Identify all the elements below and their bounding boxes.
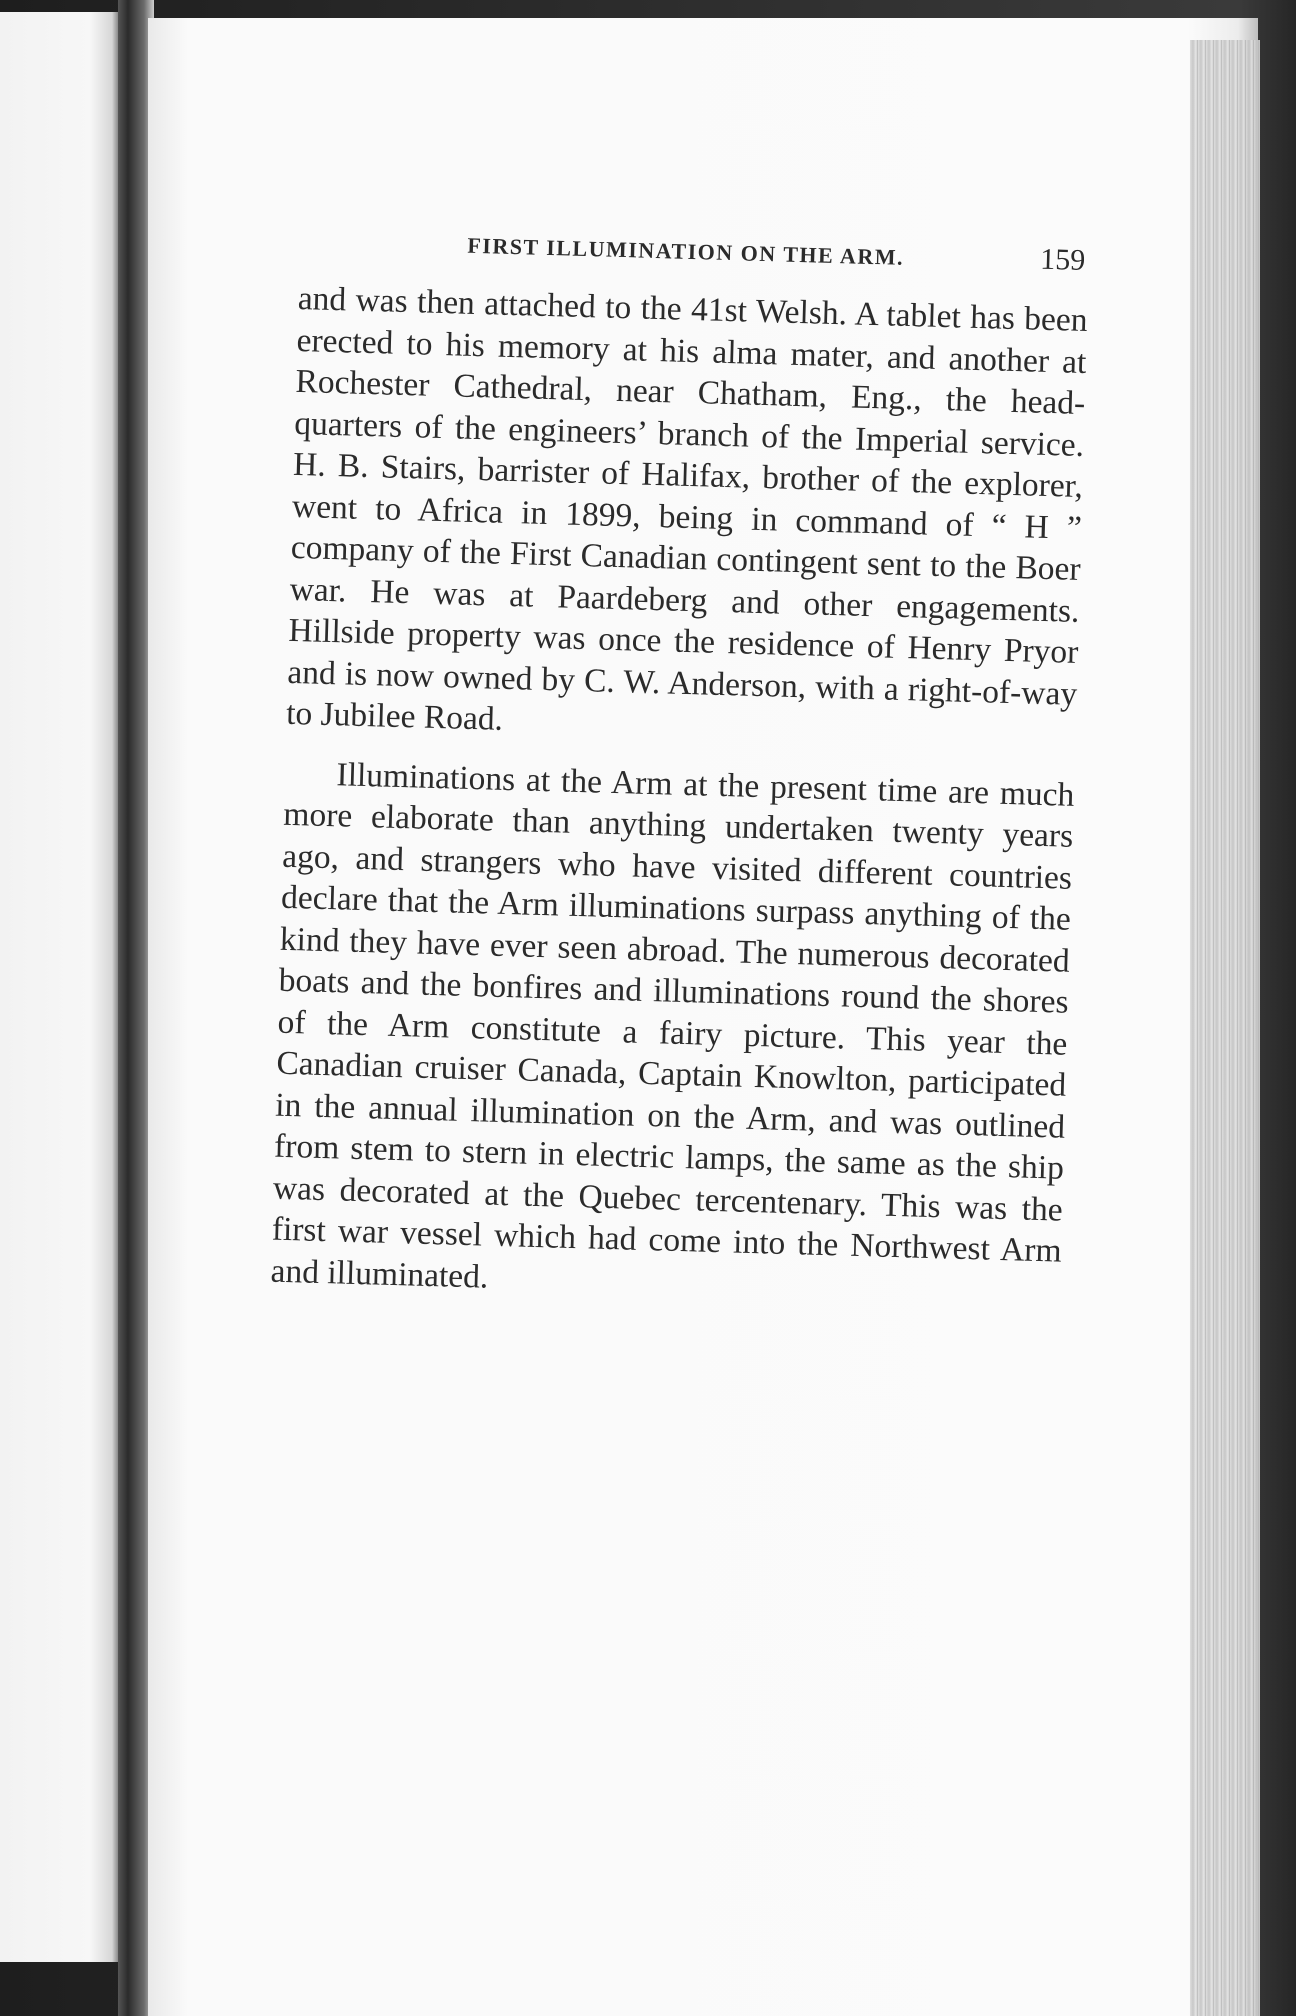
page-edges [1190, 40, 1260, 2016]
running-title: FIRST ILLUMINATION ON THE ARM. [467, 232, 905, 270]
page-number: 159 [1039, 242, 1086, 277]
facing-page-edge [0, 12, 118, 1962]
paragraph-illuminations: Illuminations at the Arm at the present time are much more elaborate than anything undertaken twenty years ago, and strangers who have visited different countries declare that the Arm illuminations surpass anything of the kind they have ever seen abroad. The numerous decorated boats and the bonfires and illuminations round the shores of the Arm constitute a fairy picture. This year the Canadian cruiser Canada, Captain Knowlton, participated in the annual illumination on the Arm, and was outlined from stem to stern in electric lamps, the same as the ship was decorated at the Quebec tercentenary. This was the first war vessel which had come into the Northwest Arm and illuminated. [270, 755, 1075, 1296]
paragraph-continued: and was then attached to the 41st Welsh. A tablet has been erected to his memory at his alma mater, and another at Rochester Cathedral, near Chatham, Eng., the head-quarters of the engineers’ branch of the Imperial service. H. B. Stairs, barrister of Halifax, brother of the explorer, went to Africa in 1899, being in command of “ H ” company of the First Canadian contingent sent to the Boer war. He was at Paardeberg and other engagements. Hillside property was once the residence of Henry Pryor and is now owned by C. W. Anderson, with a right-of-way to Jubilee Road. [285, 279, 1089, 738]
page-text-block [270, 222, 1090, 1314]
